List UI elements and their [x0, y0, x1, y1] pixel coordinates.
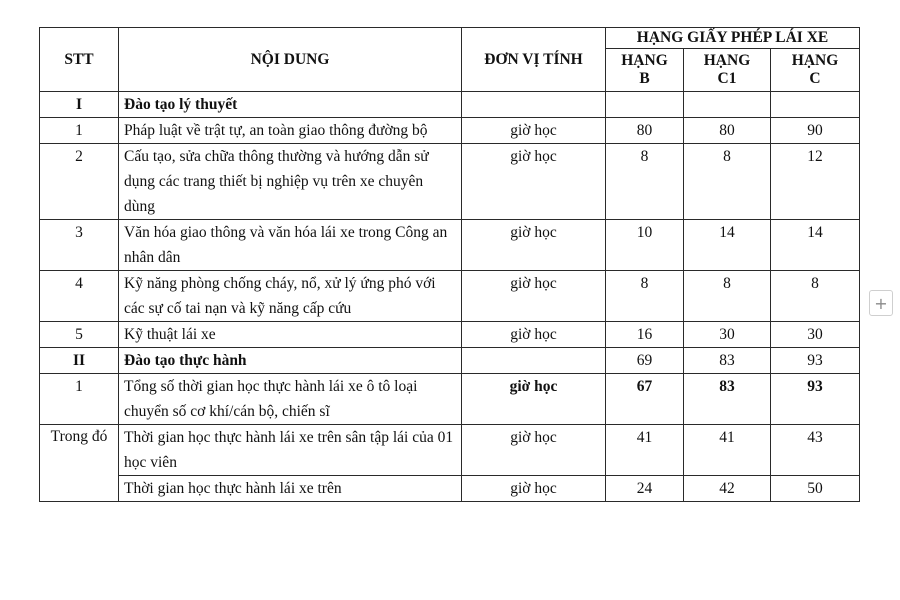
row-stt: I	[40, 92, 119, 118]
row-class-c: 30	[771, 322, 860, 348]
row-class-c1	[684, 92, 771, 118]
row-class-c: 43	[771, 425, 860, 476]
row-unit: giờ học	[462, 425, 606, 476]
row-stt: 3	[40, 220, 119, 271]
row-stt: 5	[40, 322, 119, 348]
row-class-c1: 41	[684, 425, 771, 476]
header-content: NỘI DUNG	[119, 28, 462, 92]
table-row	[40, 374, 860, 425]
row-class-b: 16	[606, 322, 684, 348]
row-class-b: 8	[606, 271, 684, 322]
row-class-c: 93	[771, 374, 860, 425]
row-unit: giờ học	[462, 144, 606, 220]
header-unit: ĐƠN VỊ TÍNH	[462, 28, 606, 92]
row-content: Tổng số thời gian học thực hành lái xe ô tô loại chuyển số cơ khí/cán bộ, chiến sĩ	[119, 374, 462, 425]
row-content: Văn hóa giao thông và văn hóa lái xe trong Công an nhân dân	[119, 220, 462, 271]
row-content: Cấu tạo, sửa chữa thông thường và hướng dẫn sử dụng các trang thiết bị nghiệp vụ trên xe chuyên dùng	[119, 144, 462, 220]
row-stt: 4	[40, 271, 119, 322]
row-content: Thời gian học thực hành lái xe trên sân tập lái của 01 học viên	[119, 425, 462, 476]
row-class-b	[606, 92, 684, 118]
row-class-c: 8	[771, 271, 860, 322]
header-class-b: HẠNG B	[606, 49, 684, 92]
header-class-c: HẠNG C	[771, 49, 860, 92]
training-hours-table	[39, 27, 860, 502]
row-class-c1: 42	[684, 476, 771, 502]
header-license-group: HẠNG GIẤY PHÉP LÁI XE	[606, 28, 860, 49]
row-class-c: 14	[771, 220, 860, 271]
row-stt: 1	[40, 118, 119, 144]
row-stt: 1	[40, 374, 119, 425]
table-row	[40, 348, 860, 374]
row-class-c: 93	[771, 348, 860, 374]
row-stt: 2	[40, 144, 119, 220]
row-unit: giờ học	[462, 476, 606, 502]
add-column-button[interactable]	[869, 290, 893, 316]
table-row	[40, 322, 860, 348]
table-row	[40, 118, 860, 144]
row-stt: Trong đó	[40, 425, 119, 502]
row-content: Kỹ năng phòng chống cháy, nổ, xử lý ứng phó với các sự cố tai nạn và kỹ năng cấp cứu	[119, 271, 462, 322]
row-unit: giờ học	[462, 322, 606, 348]
header-row-1	[40, 28, 860, 49]
row-class-c1: 80	[684, 118, 771, 144]
row-class-c: 50	[771, 476, 860, 502]
row-class-b: 67	[606, 374, 684, 425]
row-class-c	[771, 92, 860, 118]
row-unit	[462, 348, 606, 374]
table-row	[40, 144, 860, 220]
row-class-c1: 14	[684, 220, 771, 271]
row-class-c1: 8	[684, 271, 771, 322]
row-content: Kỹ thuật lái xe	[119, 322, 462, 348]
row-class-b: 41	[606, 425, 684, 476]
row-class-c1: 8	[684, 144, 771, 220]
table-row	[40, 425, 860, 476]
row-class-b: 10	[606, 220, 684, 271]
row-class-b: 24	[606, 476, 684, 502]
row-unit: giờ học	[462, 271, 606, 322]
table-row	[40, 271, 860, 322]
row-content: Pháp luật về trật tự, an toàn giao thông đường bộ	[119, 118, 462, 144]
row-class-b: 69	[606, 348, 684, 374]
row-content: Thời gian học thực hành lái xe trên	[119, 476, 462, 502]
row-unit	[462, 92, 606, 118]
row-unit: giờ học	[462, 374, 606, 425]
table-row	[40, 476, 860, 502]
row-class-c1: 30	[684, 322, 771, 348]
row-class-c1: 83	[684, 374, 771, 425]
header-class-c1: HẠNG C1	[684, 49, 771, 92]
row-class-b: 80	[606, 118, 684, 144]
table-row	[40, 220, 860, 271]
row-class-c: 90	[771, 118, 860, 144]
row-class-b: 8	[606, 144, 684, 220]
row-content: Đào tạo lý thuyết	[119, 92, 462, 118]
row-class-c1: 83	[684, 348, 771, 374]
row-class-c: 12	[771, 144, 860, 220]
row-unit: giờ học	[462, 220, 606, 271]
plus-icon: +	[874, 293, 888, 313]
row-stt: II	[40, 348, 119, 374]
row-unit: giờ học	[462, 118, 606, 144]
header-stt: STT	[40, 28, 119, 92]
table-row	[40, 92, 860, 118]
row-content: Đào tạo thực hành	[119, 348, 462, 374]
